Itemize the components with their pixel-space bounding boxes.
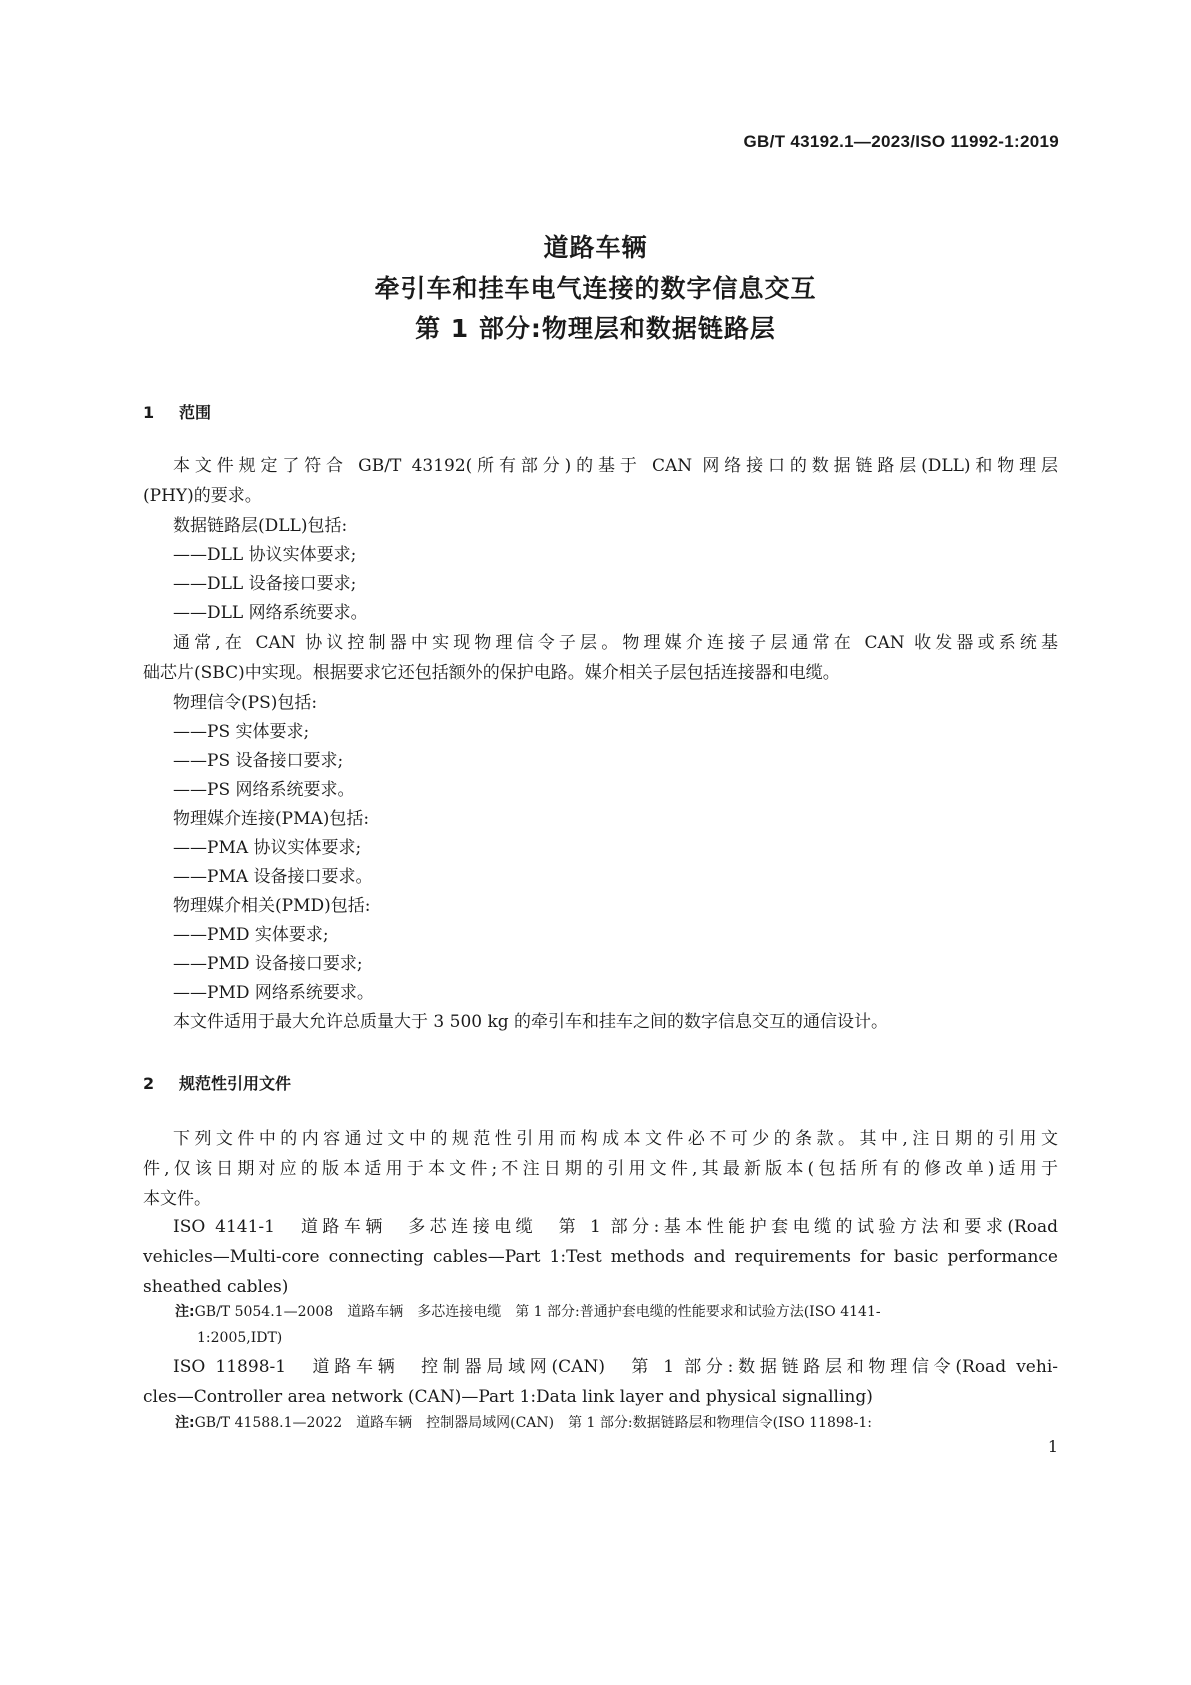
ps-label: 物理信令(PS)包括:	[173, 693, 318, 713]
reference-iso-11898-1	[143, 1352, 1058, 1412]
paragraph-line: (PHY)的要求。	[143, 486, 262, 506]
note-label: 注:	[175, 1415, 195, 1431]
list-item: ——PMD 设备接口要求;	[173, 954, 363, 974]
section-number: 2	[143, 1074, 155, 1093]
paragraph-line: ISO 11898-1 道路车辆 控制器局域网(CAN) 第 1 部分:数据链路层和物理信令(Road vehi-	[173, 1357, 1058, 1377]
title-line-3: 第 1 部分:物理层和数据链路层	[415, 314, 776, 343]
list-item: ——PS 实体要求;	[173, 722, 310, 742]
note-gb-t-5054	[175, 1299, 1058, 1351]
note-line	[175, 1299, 1058, 1325]
paragraph-line: 本文件规定了符合 GB/T 43192(所有部分)的基于 CAN 网络接口的数据链路层(DLL)和物理层	[173, 456, 1058, 476]
note-line	[175, 1410, 1058, 1436]
list-item: ——PMD 网络系统要求。	[173, 983, 374, 1003]
section-title: 范围	[179, 403, 212, 422]
section-title: 规范性引用文件	[179, 1074, 292, 1093]
page-number: 1	[1047, 1437, 1058, 1456]
pma-label: 物理媒介连接(PMA)包括:	[173, 809, 370, 829]
note-gb-t-41588	[175, 1410, 1058, 1436]
paragraph-line: 下列文件中的内容通过文中的规范性引用而构成本文件必不可少的条款。其中,注日期的引用文	[173, 1129, 1058, 1149]
list-item: ——DLL 设备接口要求;	[173, 574, 357, 594]
paragraph-line: 通常,在 CAN 协议控制器中实现物理信令子层。物理媒介连接子层通常在 CAN 收发器或系统基	[173, 633, 1058, 653]
paragraph-line: cles—Controller area network (CAN)—Part 1:Data link layer and physical signalling)	[143, 1387, 873, 1407]
paragraph-line: 件,仅该日期对应的版本适用于本文件;不注日期的引用文件,其最新版本(包括所有的修改单)适用于	[143, 1159, 1058, 1179]
reference-iso-4141-1	[143, 1212, 1058, 1302]
applicability-paragraph: 本文件适用于最大允许总质量大于 3 500 kg 的牵引车和挂车之间的数字信息交互的通信设计。	[173, 1012, 889, 1032]
section-1-general	[143, 628, 1058, 688]
dll-label: 数据链路层(DLL)包括:	[173, 516, 348, 536]
note-text: GB/T 5054.1—2008 道路车辆 多芯连接电缆 第 1 部分:普通护套电缆的性能要求和试验方法(ISO 4141-	[194, 1304, 881, 1320]
section-2-heading	[143, 1071, 291, 1094]
note-line: 1:2005,IDT)	[197, 1330, 283, 1346]
section-2-intro	[143, 1124, 1058, 1214]
paragraph-line: vehicles—Multi-core connecting cables—Part 1:Test methods and requirements for basic performance	[143, 1247, 1058, 1267]
pmd-label: 物理媒介相关(PMD)包括:	[173, 896, 371, 916]
title-line-1: 道路车辆	[543, 233, 648, 262]
section-1-intro	[143, 451, 1058, 511]
list-item: ——PMD 实体要求;	[173, 925, 329, 945]
list-item: ——DLL 网络系统要求。	[173, 603, 368, 623]
list-item: ——PMA 协议实体要求;	[173, 838, 362, 858]
list-item: ——PMA 设备接口要求。	[173, 867, 373, 887]
standard-code: GB/T 43192.1—2023/ISO 11992-1:2019	[743, 132, 1059, 151]
note-text: GB/T 41588.1—2022 道路车辆 控制器局域网(CAN) 第 1 部分:数据链路层和物理信令(ISO 11898-1:	[194, 1415, 873, 1431]
list-item: ——PS 网络系统要求。	[173, 780, 355, 800]
section-number: 1	[143, 403, 155, 422]
list-item: ——DLL 协议实体要求;	[173, 545, 357, 565]
paragraph-line: ISO 4141-1 道路车辆 多芯连接电缆 第 1 部分:基本性能护套电缆的试验方法和要求(Road	[173, 1217, 1058, 1237]
paragraph-line: 本文件。	[143, 1189, 211, 1209]
title-line-2: 牵引车和挂车电气连接的数字信息交互	[374, 274, 817, 303]
list-item: ——PS 设备接口要求;	[173, 751, 344, 771]
paragraph-line: sheathed cables)	[143, 1277, 289, 1297]
paragraph-line: 础芯片(SBC)中实现。根据要求它还包括额外的保护电路。媒介相关子层包括连接器和电缆。	[143, 663, 840, 683]
note-label: 注:	[175, 1304, 195, 1320]
section-1-heading	[143, 400, 211, 423]
